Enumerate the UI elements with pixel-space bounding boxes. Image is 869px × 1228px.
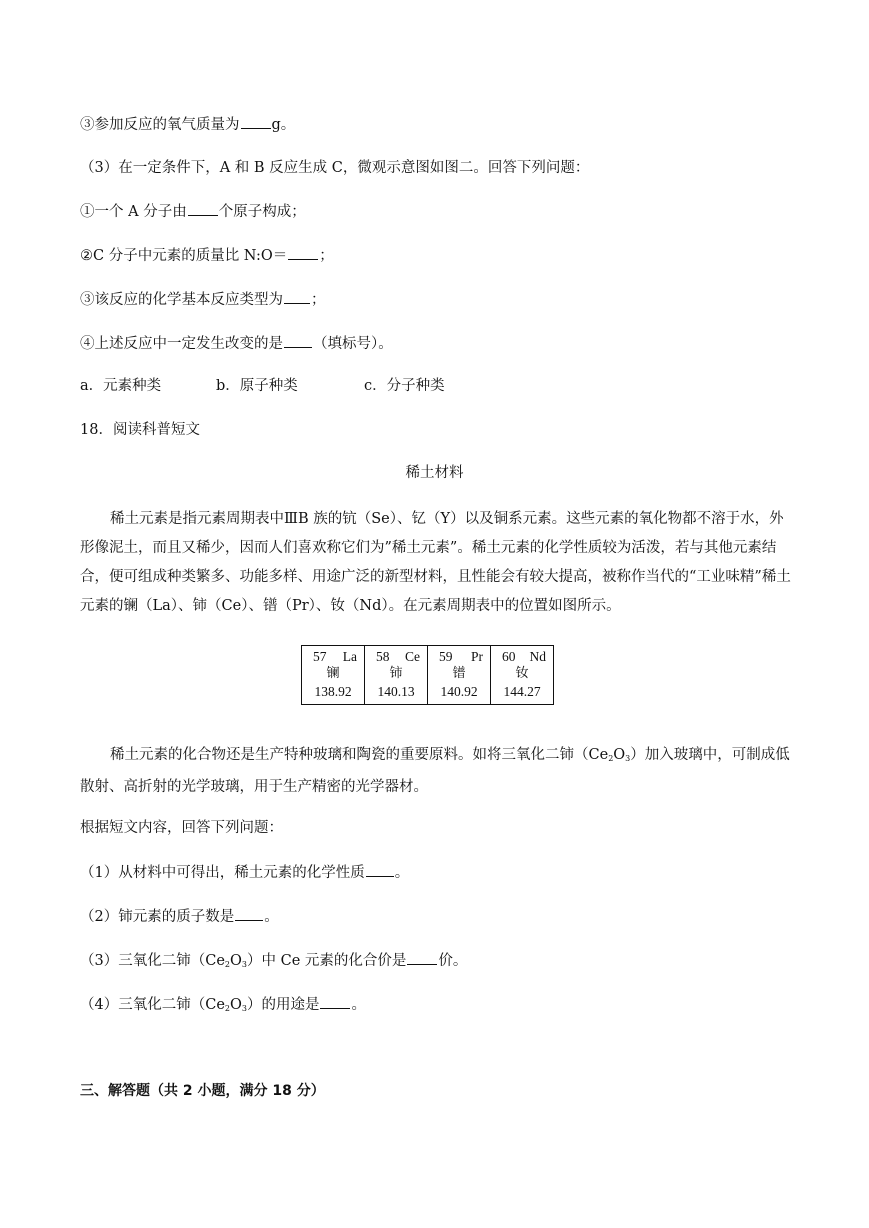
article-paragraph-2: 稀土元素的化合物还是生产特种玻璃和陶瓷的重要原料。如将三氧化二铈$(Ce_2O_3)$加入玻璃中，可制成低散射、高折射的光学玻璃，用于生产精密的光学器材。 [80,747,790,795]
q17-sub4: ④上述反应中一定发生改变的是 （填标号）。 [80,333,393,354]
answer-blank[interactable] [366,862,394,877]
answer-blank[interactable] [284,333,312,348]
q17-options [80,376,445,396]
element-cell-pr: 59 Pr 镨 140.92 [428,646,491,705]
periodic-table-excerpt [301,645,554,705]
article-paragraph-1: 稀土元素是指元素周期表中ⅢB 族的钪（Se）、钇（Y）以及铜系元素。这些元素的氧化物都不溶于水，外形像泥土，而且又稀少，因而人们喜欢称它们为”稀土元素”。稀土元素的化学性质较为活泼，若与其他元素结合，便可组成种类繁多、功能多样、用途广泛的新型材料，且性能会有较大提高，被称作当代的“工业味精”稀土元素的镧（La）、铈（Ce）、镨（Pr）、钕（Nd）。在元素周期表中的位置如图所示。 [80,511,791,614]
q17-sub2: ②C 分子中元素的质量比 N:O＝ ； [80,245,334,266]
answer-blank[interactable] [235,906,263,921]
option-b: b．原子种类 [216,378,298,394]
answer-blank[interactable] [241,114,271,129]
answer-blank[interactable] [188,201,218,216]
q18-question-3: （3）三氧化二铈$(Ce_2O_3)$中 Ce 元素的化合价是 价。 [80,950,467,975]
section-heading: 三、解答题（共 2 小题，满分 18 分） [80,1083,325,1099]
article-title: 稀土材料 [405,465,464,481]
q17-sub3: ③该反应的化学基本反应类型为 ； [80,289,326,310]
answer-blank[interactable] [320,994,350,1009]
q18-question-4: （4）三氧化二铈$(Ce_2O_3)$的用途是 。 [80,994,366,1019]
answer-blank[interactable] [288,245,318,260]
element-cell-nd: 60 Nd 钕 144.27 [491,646,554,705]
answer-blank[interactable] [407,950,437,965]
option-a: a．元素种类 [80,378,162,394]
q18-question-1: （1）从材料中可得出，稀土元素的化学性质 。 [80,862,409,883]
element-cell-la: 57 La 镧 138.92 [302,646,365,705]
q18-header: 18．阅读科普短文 [80,422,200,438]
q17-part3: （3）在一定条件下，A 和 B 反应生成 C，微观示意图如图二。回答下列问题： [80,160,590,176]
q17-item3: ③参加反应的氧气质量为 g。 [80,114,295,135]
option-c: c．分子种类 [364,378,445,394]
q17-sub1: ①一个 A 分子由 个原子构成； [80,201,306,222]
q18-prompt: 根据短文内容，回答下列问题： [80,820,283,836]
answer-blank[interactable] [284,289,310,304]
q18-question-2: （2）铈元素的质子数是 。 [80,906,279,927]
element-cell-ce: 58 Ce 铈 140.13 [365,646,428,705]
